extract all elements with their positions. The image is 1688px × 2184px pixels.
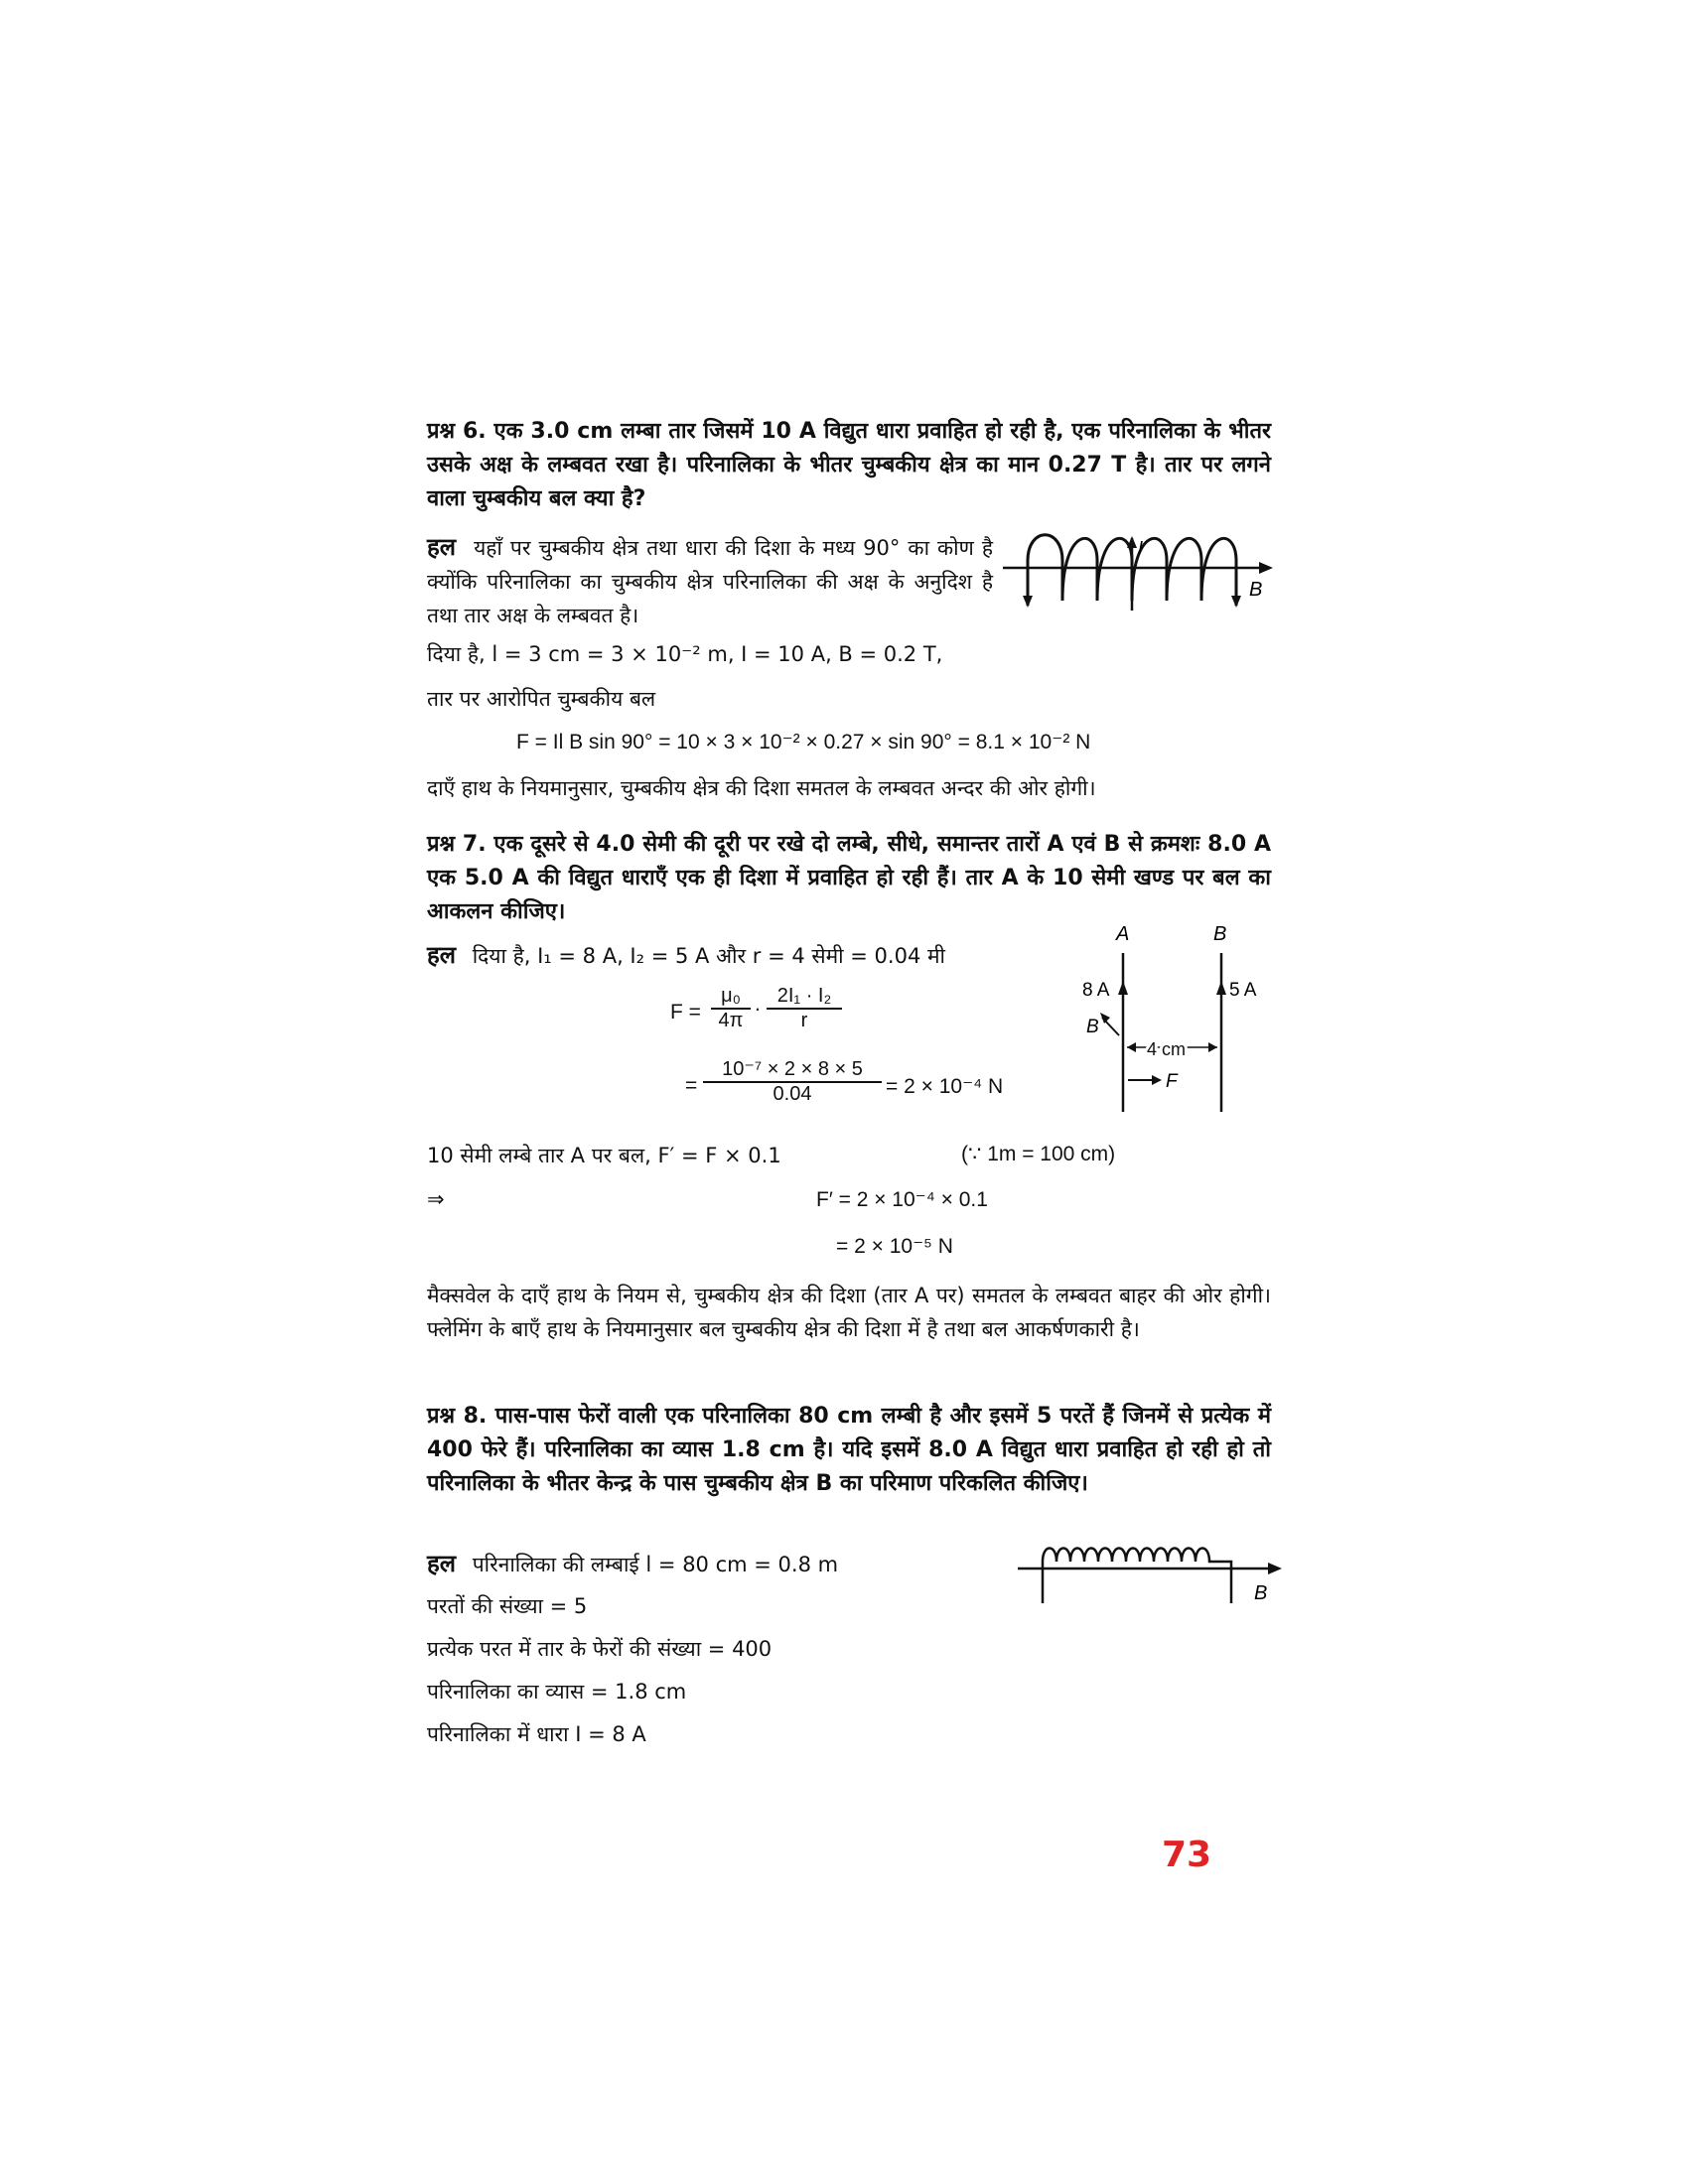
force-label-q6: तार पर आरोपित चुम्बकीय बल	[427, 687, 656, 711]
denominator-r: r	[800, 1010, 808, 1031]
turns-q8: प्रत्येक परत में तार के फेरों की संख्या = 400	[427, 1637, 773, 1661]
question-8-text: पास-पास फेरों वाली एक परिनालिका 80 cm लम्बी है और इसमें 5 परतें हैं जिनमें से प्रत्येक में 400 फेरे हैं। परिनालिका का व्यास 1.8 cm है। यदि इसमें 8.0 A विद्युत धारा प्रवाहित हो रही हो तो परिनालिका के भीतर केन्द्र के पास चुम्बकीय क्षेत्र B का परिमाण परिकलित कीजिए।	[427, 1404, 1271, 1496]
formula-dot: .	[755, 993, 761, 1016]
field-label-q8: B	[1254, 1582, 1268, 1604]
question-8-label: प्रश्न 8.	[427, 1404, 488, 1429]
question-6-text: एक 3.0 cm लम्बा तार जिसमें 10 A विद्युत धारा प्रवाहित हो रही है, एक परिनालिका के भीतर उसके अक्ष के लम्बवत रखा है। परिनालिका के भीतर चुम्बकीय क्षेत्र का मान 0.27 T है। तार पर लगने वाला चुम्बकीय बल क्या है?	[427, 419, 1271, 511]
conclusion-q7: मैक्सवेल के दाएँ हाथ के नियम से, चुम्बकीय क्षेत्र की दिशा (तार A पर) समतल के लम्बवत बाहर की ओर होगी। फ्लेमिंग के बाएँ हाथ के नियमानुसार बल चुम्बकीय क्षेत्र की दिशा में है तथा बल आकर्षणकारी है।	[427, 1284, 1271, 1341]
fraction-mu0	[711, 985, 751, 1032]
layers-q8: परतों की संख्या = 5	[427, 1594, 588, 1618]
length-q8	[427, 1547, 838, 1579]
numerator-mu0: μ₀	[711, 985, 751, 1010]
fraction-currents	[767, 985, 842, 1032]
force-formula-lhs: F =	[670, 1001, 701, 1024]
solution-6-text: यहाँ पर चुम्बकीय क्षेत्र तथा धारा की दिशा के मध्य 90° का कोण है क्योंकि परिनालिका का चुम्बकीय क्षेत्र परिनालिका की अक्ष के अनुदिश है तथा तार अक्ष के लम्बवत है।	[427, 536, 993, 627]
wire-a-label: A	[1116, 923, 1130, 945]
solenoid-diagram-q6	[993, 516, 1281, 615]
solenoid-diagram-q8	[1008, 1534, 1286, 1613]
numerator-currents: 2I₁ · I₂	[767, 985, 842, 1010]
field-label-q6: B	[1249, 579, 1263, 601]
question-7	[427, 828, 1271, 929]
unit-note-q7: (∵ 1m = 100 cm)	[961, 1143, 1116, 1165]
current-label-q6: I	[1138, 538, 1144, 558]
force-step-2-q7: = 2 × 10⁻⁵ N	[836, 1235, 953, 1258]
calc-numerator: 10⁻⁷ × 2 × 8 × 5	[703, 1056, 882, 1083]
conclusion-q6: दाएँ हाथ के नियमानुसार, चुम्बकीय क्षेत्र की दिशा समतल के लम्बवत अन्दर की ओर होगी।	[427, 776, 1096, 800]
given-q6: दिया है, l = 3 cm = 3 × 10⁻² m, I = 10 A, B = 0.2 T,	[427, 642, 943, 666]
solution-6-label: हल	[427, 533, 457, 561]
calc-denominator: 0.04	[773, 1083, 812, 1105]
calc-result: = 2 × 10⁻⁴ N	[886, 1075, 1004, 1098]
wire-b-label: B	[1213, 923, 1227, 945]
field-b-label: B	[1086, 1017, 1099, 1037]
given-q7	[427, 938, 945, 971]
question-6-label: प्रश्न 6.	[427, 419, 487, 444]
distance-label: 4 cm	[1147, 1039, 1187, 1059]
page-number: 73	[1162, 1835, 1212, 1875]
force-equation-q6: F = Il B sin 90° = 10 × 3 × 10⁻² × 0.27 × sin 90° = 8.1 × 10⁻² N	[516, 731, 1091, 753]
denominator-4pi: 4π	[718, 1010, 744, 1031]
question-7-text: एक दूसरे से 4.0 सेमी की दूरी पर रखे दो लम्बे, सीधे, समान्तर तारों A एवं B से क्रमशः 8.0 A एक 5.0 A की विद्युत धाराएँ एक ही दिशा में प्रवाहित हो रही हैं। तार A के 10 सेमी खण्ड पर बल का आकलन कीजिए।	[427, 832, 1271, 924]
current-b-label: 5 A	[1229, 980, 1257, 1001]
current-a-label: 8 A	[1082, 980, 1110, 1001]
question-7-label: प्रश्न 7.	[427, 832, 487, 857]
parallel-wires-diagram	[1072, 918, 1291, 1117]
given-q7-text: दिया है, I₁ = 8 A, I₂ = 5 A और r = 4 सेमी = 0.04 मी	[472, 944, 945, 968]
solution-8-label: हल	[427, 1550, 457, 1577]
question-6	[427, 415, 1271, 516]
solution-6-intro	[427, 530, 993, 632]
length-q8-text: परिनालिका की लम्बाई l = 80 cm = 0.8 m	[472, 1553, 839, 1576]
force-10cm-q7: 10 सेमी लम्बे तार A पर बल, F′ = F × 0.1	[427, 1144, 781, 1167]
force-f-label: F	[1166, 1071, 1178, 1092]
calc-equals: =	[685, 1074, 698, 1097]
force-step-1-q7: F′ = 2 × 10⁻⁴ × 0.1	[816, 1188, 988, 1211]
solution-7-label: हल	[427, 941, 457, 969]
question-8	[427, 1400, 1271, 1501]
implies-symbol: ⇒	[427, 1188, 445, 1211]
diameter-q8: परिनालिका का व्यास = 1.8 cm	[427, 1680, 687, 1704]
current-q8: परिनालिका में धारा I = 8 A	[427, 1722, 646, 1746]
fraction-calculation	[703, 1056, 882, 1106]
